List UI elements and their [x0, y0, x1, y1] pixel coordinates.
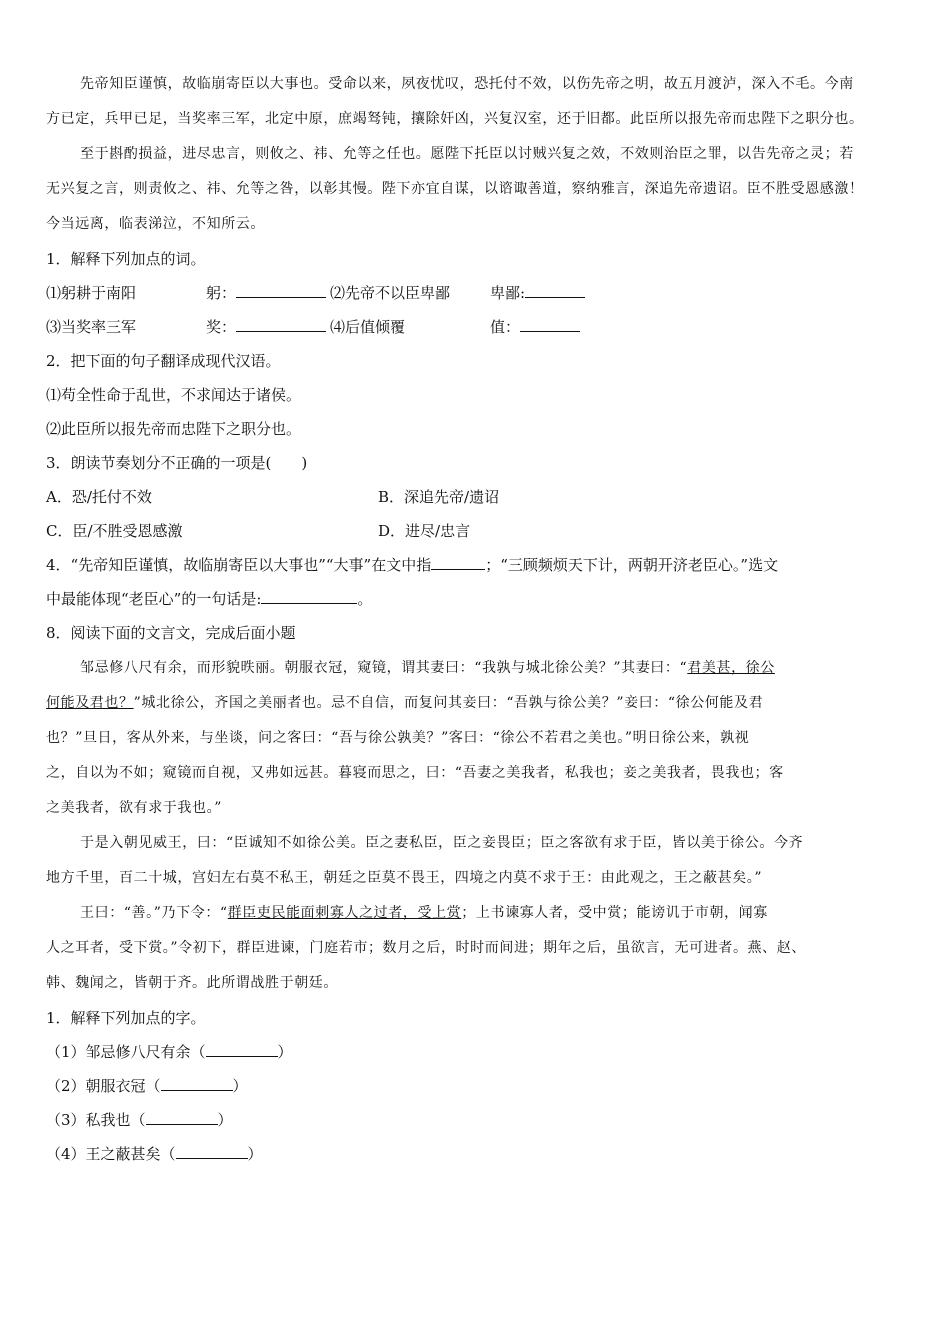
- question-item: [330, 282, 450, 304]
- passage2-line: 之，自以为不如；窥镜而自视，又弗如远甚。暮寝而思之，曰：“吾妻之美我者，私我也；妾之美我者，畏我也；客: [46, 765, 784, 781]
- passage1-line: 先帝知臣谨慎，故临崩寄臣以大事也。受命以来，夙夜忧叹，恐托付不效，以伤先帝之明，故五月渡泸，深入不毛。今南: [80, 76, 854, 92]
- question-text: 。: [357, 590, 373, 608]
- option-a[interactable]: A．恐/托付不效: [46, 488, 152, 506]
- question-item: [46, 1041, 293, 1063]
- passage2-line: 于是入朝见威王，曰：“臣诚知不如徐公美。臣之妻私臣，臣之妾畏臣；臣之客欲有求于臣，皆以美于徐公。今齐: [80, 835, 804, 851]
- item-text: （3）私我也（: [46, 1111, 146, 1129]
- answer-blank[interactable]: [261, 588, 357, 604]
- item-text: ）: [232, 1077, 248, 1095]
- question-text: 4．“先帝知臣谨慎，故临崩寄臣以大事也”“大事”在文中指: [46, 556, 432, 574]
- passage2-line: [46, 692, 763, 714]
- item-text: ⑷后值倾覆: [330, 318, 406, 336]
- answer-blank[interactable]: [146, 1109, 218, 1125]
- answer-blank[interactable]: [525, 282, 585, 298]
- answer-blank[interactable]: [176, 1143, 248, 1159]
- item-label: 卑鄙:: [490, 284, 526, 302]
- question-item: [46, 1075, 248, 1097]
- question-text: 中最能体现“老臣心”的一句话是:: [46, 590, 262, 608]
- answer-blank[interactable]: [161, 1075, 233, 1091]
- question-title: 3．朗读节奏划分不正确的一项是( ): [46, 454, 308, 472]
- passage2-line: [80, 657, 775, 679]
- passage-text: ；上书谏寡人者，受中赏；能谤讥于市朝，闻寡: [461, 905, 768, 921]
- answer-label: [490, 316, 580, 338]
- question-item: ⑵此臣所以报先帝而忠陛下之职分也。: [46, 420, 302, 438]
- passage1-line: 今当远离，临表涕泣，不知所云。: [46, 216, 265, 232]
- passage-text: 邹忌修八尺有余，而形貌昳丽。朝服衣冠，窥镜，谓其妻曰：“我孰与城北徐公美？”其妻曰：“: [80, 660, 688, 676]
- item-text: ）: [247, 1145, 263, 1163]
- passage1-line: 方已定，兵甲已足，当奖率三军，北定中原，庶竭驽钝，攘除奸凶，兴复汉室，还于旧都。此臣所以报先帝而忠陛下之职分也。: [46, 111, 864, 127]
- answer-blank[interactable]: [206, 1041, 278, 1057]
- item-text: ）: [217, 1111, 233, 1129]
- question-title: 2．把下面的句子翻译成现代汉语。: [46, 352, 281, 370]
- question-title: 1．解释下列加点的词。: [46, 250, 206, 268]
- item-text: （1）邹忌修八尺有余（: [46, 1043, 206, 1061]
- item-text: ）: [277, 1043, 293, 1061]
- item-label: 值：: [490, 318, 521, 336]
- answer-blank[interactable]: [520, 316, 580, 332]
- item-label: 躬：: [206, 284, 237, 302]
- answer-blank[interactable]: [431, 554, 485, 570]
- option-d[interactable]: D．进尽/忠言: [378, 522, 471, 540]
- item-text: ⑵先帝不以臣卑鄙: [330, 284, 451, 302]
- question-item: [330, 316, 405, 338]
- question-item: [46, 1109, 233, 1131]
- question-line: [46, 554, 778, 576]
- question-title: 1．解释下列加点的字。: [46, 1009, 206, 1027]
- item-text: ⑶当奖率三军: [46, 318, 137, 336]
- item-text: （4）王之蔽甚矣（: [46, 1145, 176, 1163]
- option-b[interactable]: B．深追先帝/遗诏: [378, 488, 500, 506]
- passage1-line: 无兴复之言，则责攸之、祎、允等之咎，以彰其慢。陛下亦宜自谋，以谘诹善道，察纳雅言，深追先帝遗诏。臣不胜受恩感激！: [46, 181, 864, 197]
- passage2-line: 之美我者，欲有求于我也。”: [46, 800, 222, 816]
- passage2-line: 人之耳者，受下赏。”令初下，群臣进谏，门庭若市；数月之后，时时而间进；期年之后，虽欲言，无可进者。燕、赵、: [46, 940, 806, 956]
- question-item: [46, 316, 136, 338]
- question-line: [46, 588, 372, 610]
- passage2-line: [80, 902, 768, 924]
- underlined-text: 君美甚，徐公: [687, 660, 775, 676]
- answer-blank[interactable]: [236, 316, 326, 332]
- underlined-text: 群臣吏民能面刺寡人之过者，受上赏: [227, 905, 462, 921]
- question-item: ⑴苟全性命于乱世，不求闻达于诸侯。: [46, 386, 302, 404]
- passage2-line: 也？”旦日，客从外来，与坐谈，问之客曰：“吾与徐公孰美？”客曰：“徐公不若君之美也。”明日徐公来，孰视: [46, 730, 750, 746]
- question-text: ；“三顾频烦天下计，两朝开济老臣心。”选文: [485, 556, 779, 574]
- underlined-text: 何能及君也？: [46, 695, 134, 711]
- question-item: [46, 282, 136, 304]
- option-c[interactable]: C．臣/不胜受恩感激: [46, 522, 183, 540]
- passage2-line: 地方千里，百二十城，宫妇左右莫不私王，朝廷之臣莫不畏王，四境之内莫不求于王：由此观之，王之蔽甚矣。”: [46, 870, 763, 886]
- item-text: （2）朝服衣冠（: [46, 1077, 161, 1095]
- passage2-line: 韩、魏闻之，皆朝于齐。此所谓战胜于朝廷。: [46, 975, 338, 991]
- item-label: 奖：: [206, 318, 237, 336]
- passage1-line: 至于斟酌损益，进尽忠言，则攸之、祎、允等之任也。愿陛下托臣以讨贼兴复之效，不效则治臣之罪，以告先帝之灵；若: [80, 146, 854, 162]
- item-text: ⑴躬耕于南阳: [46, 284, 137, 302]
- passage-text: 王曰：“善。”乃下令：“: [80, 905, 228, 921]
- answer-label: [206, 316, 326, 338]
- answer-blank[interactable]: [236, 282, 326, 298]
- answer-label: [206, 282, 326, 304]
- passage-text: ”城北徐公，齐国之美丽者也。忌不自信，而复问其妾曰：“吾孰与徐公美？”妾曰：“徐公何能及君: [133, 695, 764, 711]
- question-item: [46, 1143, 263, 1165]
- answer-label: [490, 282, 585, 304]
- section-title: 8．阅读下面的文言文，完成后面小题: [46, 624, 296, 642]
